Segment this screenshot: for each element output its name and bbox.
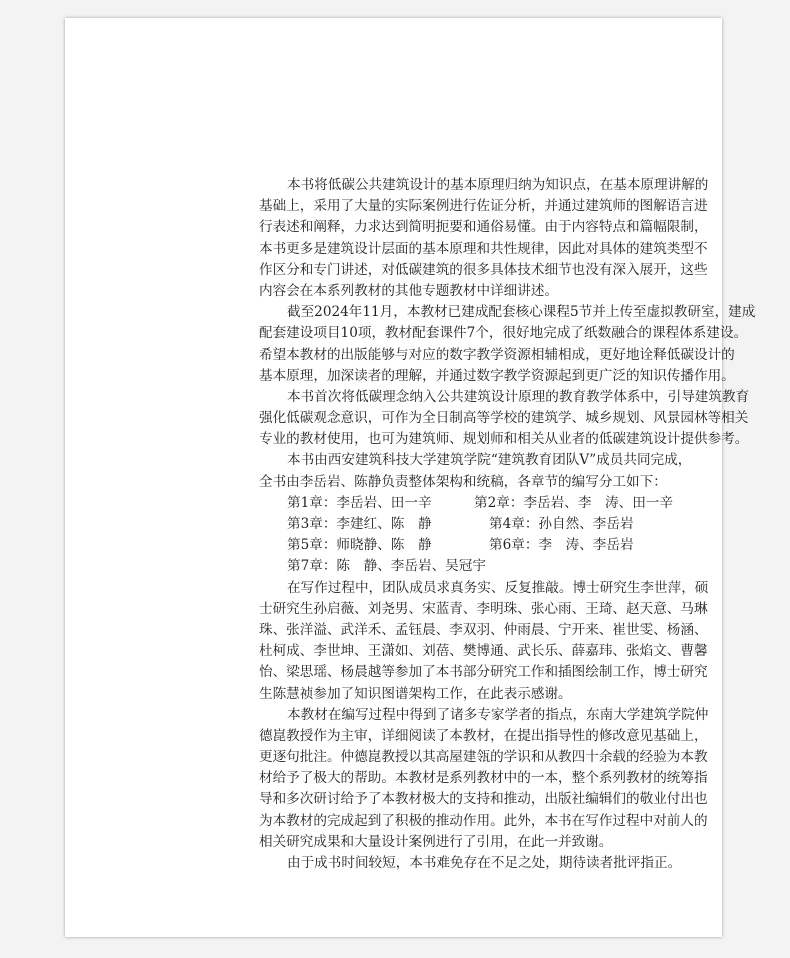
preface-text (259, 175, 756, 874)
paragraph-line: 更逐句批注。仲德崑教授以其高屋建瓴的学识和从教四十余载的经验为本教 (259, 749, 708, 766)
paragraph-line: 杜柯成、李世坤、王潇如、刘蓓、樊博通、武长乐、薛嘉玮、张焰文、曹馨 (259, 643, 708, 660)
chapter-assignment-row (259, 535, 673, 556)
chapter-assignment-row (259, 556, 673, 577)
paragraph-line: 截至2024年11月，本教材已建成配套核心课程5节并上传至虚拟教研室，建成 (287, 304, 756, 321)
chapter-authors: 第7章：陈 静、李岳岩、吴冠宇 (287, 558, 486, 575)
chapter-authors: 第2章：李岳岩、李 涛、田一辛 (474, 494, 673, 511)
paragraph-line: 本教材在编写过程中得到了诸多专家学者的指点，东南大学建筑学院仲 (287, 706, 709, 723)
paragraph-line: 德崑教授作为主审，详细阅读了本教材，在提出指导性的修改意见基础上， (259, 727, 708, 744)
document-page (65, 18, 756, 937)
paragraph-line: 全书由李岳岩、陈静负责整体架构和统稿，各章节的编写分工如下： (259, 473, 667, 490)
paragraph-line: 作区分和专门讲述，对低碳建筑的很多具体技术细节也没有深入展开，这些 (259, 261, 708, 278)
paragraph-line: 行表述和阐释，力求达到简明扼要和通俗易懂。由于内容特点和篇幅限制， (259, 219, 708, 236)
paragraph-line: 本书首次将低碳理念纳入公共建筑设计原理的教育教学体系中，引导建筑教育 (287, 388, 750, 405)
chapter-authors: 第5章：师晓静、陈 静 (287, 537, 432, 554)
paragraph-line: 为本教材的完成起到了积极的推动作用。此外，本书在写作过程中对前人的 (259, 812, 708, 829)
paragraph-line: 相关研究成果和大量设计案例进行了引用，在此一并致谢。 (259, 833, 613, 850)
paragraph-line: 在写作过程中，团队成员求真务实、反复推敲。博士研究生李世萍，硕 (287, 579, 709, 596)
paragraph-line: 配套建设项目10项，教材配套课件7个，很好地完成了纸数融合的课程体系建设。 (259, 325, 748, 342)
chapter-authors: 第6章：李 涛、李岳岩 (489, 537, 634, 554)
chapter-authors: 第1章：李岳岩、田一辛 (287, 494, 432, 511)
chapter-authors: 第4章：孙自然、李岳岩 (489, 516, 634, 532)
paragraph-line: 本书将低碳公共建筑设计的基本原理归纳为知识点，在基本原理讲解的 (287, 177, 709, 193)
paragraph-line: 士研究生孙启薇、刘尧男、宋蓝青、李明珠、张心雨、王琦、赵天意、马琳 (259, 600, 708, 617)
paragraph-line: 珠、张洋溢、武洋禾、孟钰晨、李双羽、仲雨晨、宁开来、崔世雯、杨涵、 (259, 621, 708, 638)
paragraph-line: 本书更多是建筑设计层面的基本原理和共性规律，因此对具体的建筑类型不 (259, 240, 708, 257)
paragraph-line: 基本原理，加深读者的理解，并通过数字教学资源起到更广泛的知识传播作用。 (259, 367, 735, 384)
paragraph-line: 希望本教材的出版能够与对应的数字教学资源相辅相成，更好地诠释低碳设计的 (259, 346, 735, 363)
paragraph-line: 怡、梁思瑶、杨晨越等参加了本书部分研究工作和插图绘制工作，博士研究 (259, 664, 708, 681)
chapter-authors: 第3章：李建红、陈 静 (287, 516, 432, 532)
paragraph-line: 由于成书时间较短，本书难免存在不足之处，期待读者批评指正。 (287, 855, 682, 871)
chapter-assignment-row (259, 493, 673, 514)
paragraph-line: 材给予了极大的帮助。本教材是系列教材中的一本，整个系列教材的统筹指 (259, 770, 708, 787)
paragraph-line: 本书由西安建筑科技大学建筑学院“建筑教育团队Ⅴ”成员共同完成， (287, 452, 692, 469)
chapter-assignment-row (259, 514, 673, 535)
paragraph-line: 基础上，采用了大量的实际案例进行佐证分析，并通过建筑师的图解语言进 (259, 198, 708, 215)
paragraph-line: 专业的教材使用，也可为建筑师、规划师和相关从业者的低碳建筑设计提供参考。 (259, 431, 749, 448)
paragraph-line: 内容会在本系列教材的其他专题教材中详细讲述。 (259, 282, 559, 299)
paragraph-line: 强化低碳观念意识，可作为全日制高等学校的建筑学、城乡规划、风景园林等相关 (259, 410, 749, 427)
paragraph-line: 生陈慧祯参加了知识图谱架构工作，在此表示感谢。 (259, 685, 572, 702)
paragraph-line: 导和多次研讨给予了本教材极大的支持和推动，出版社编辑们的敬业付出也 (259, 791, 708, 808)
